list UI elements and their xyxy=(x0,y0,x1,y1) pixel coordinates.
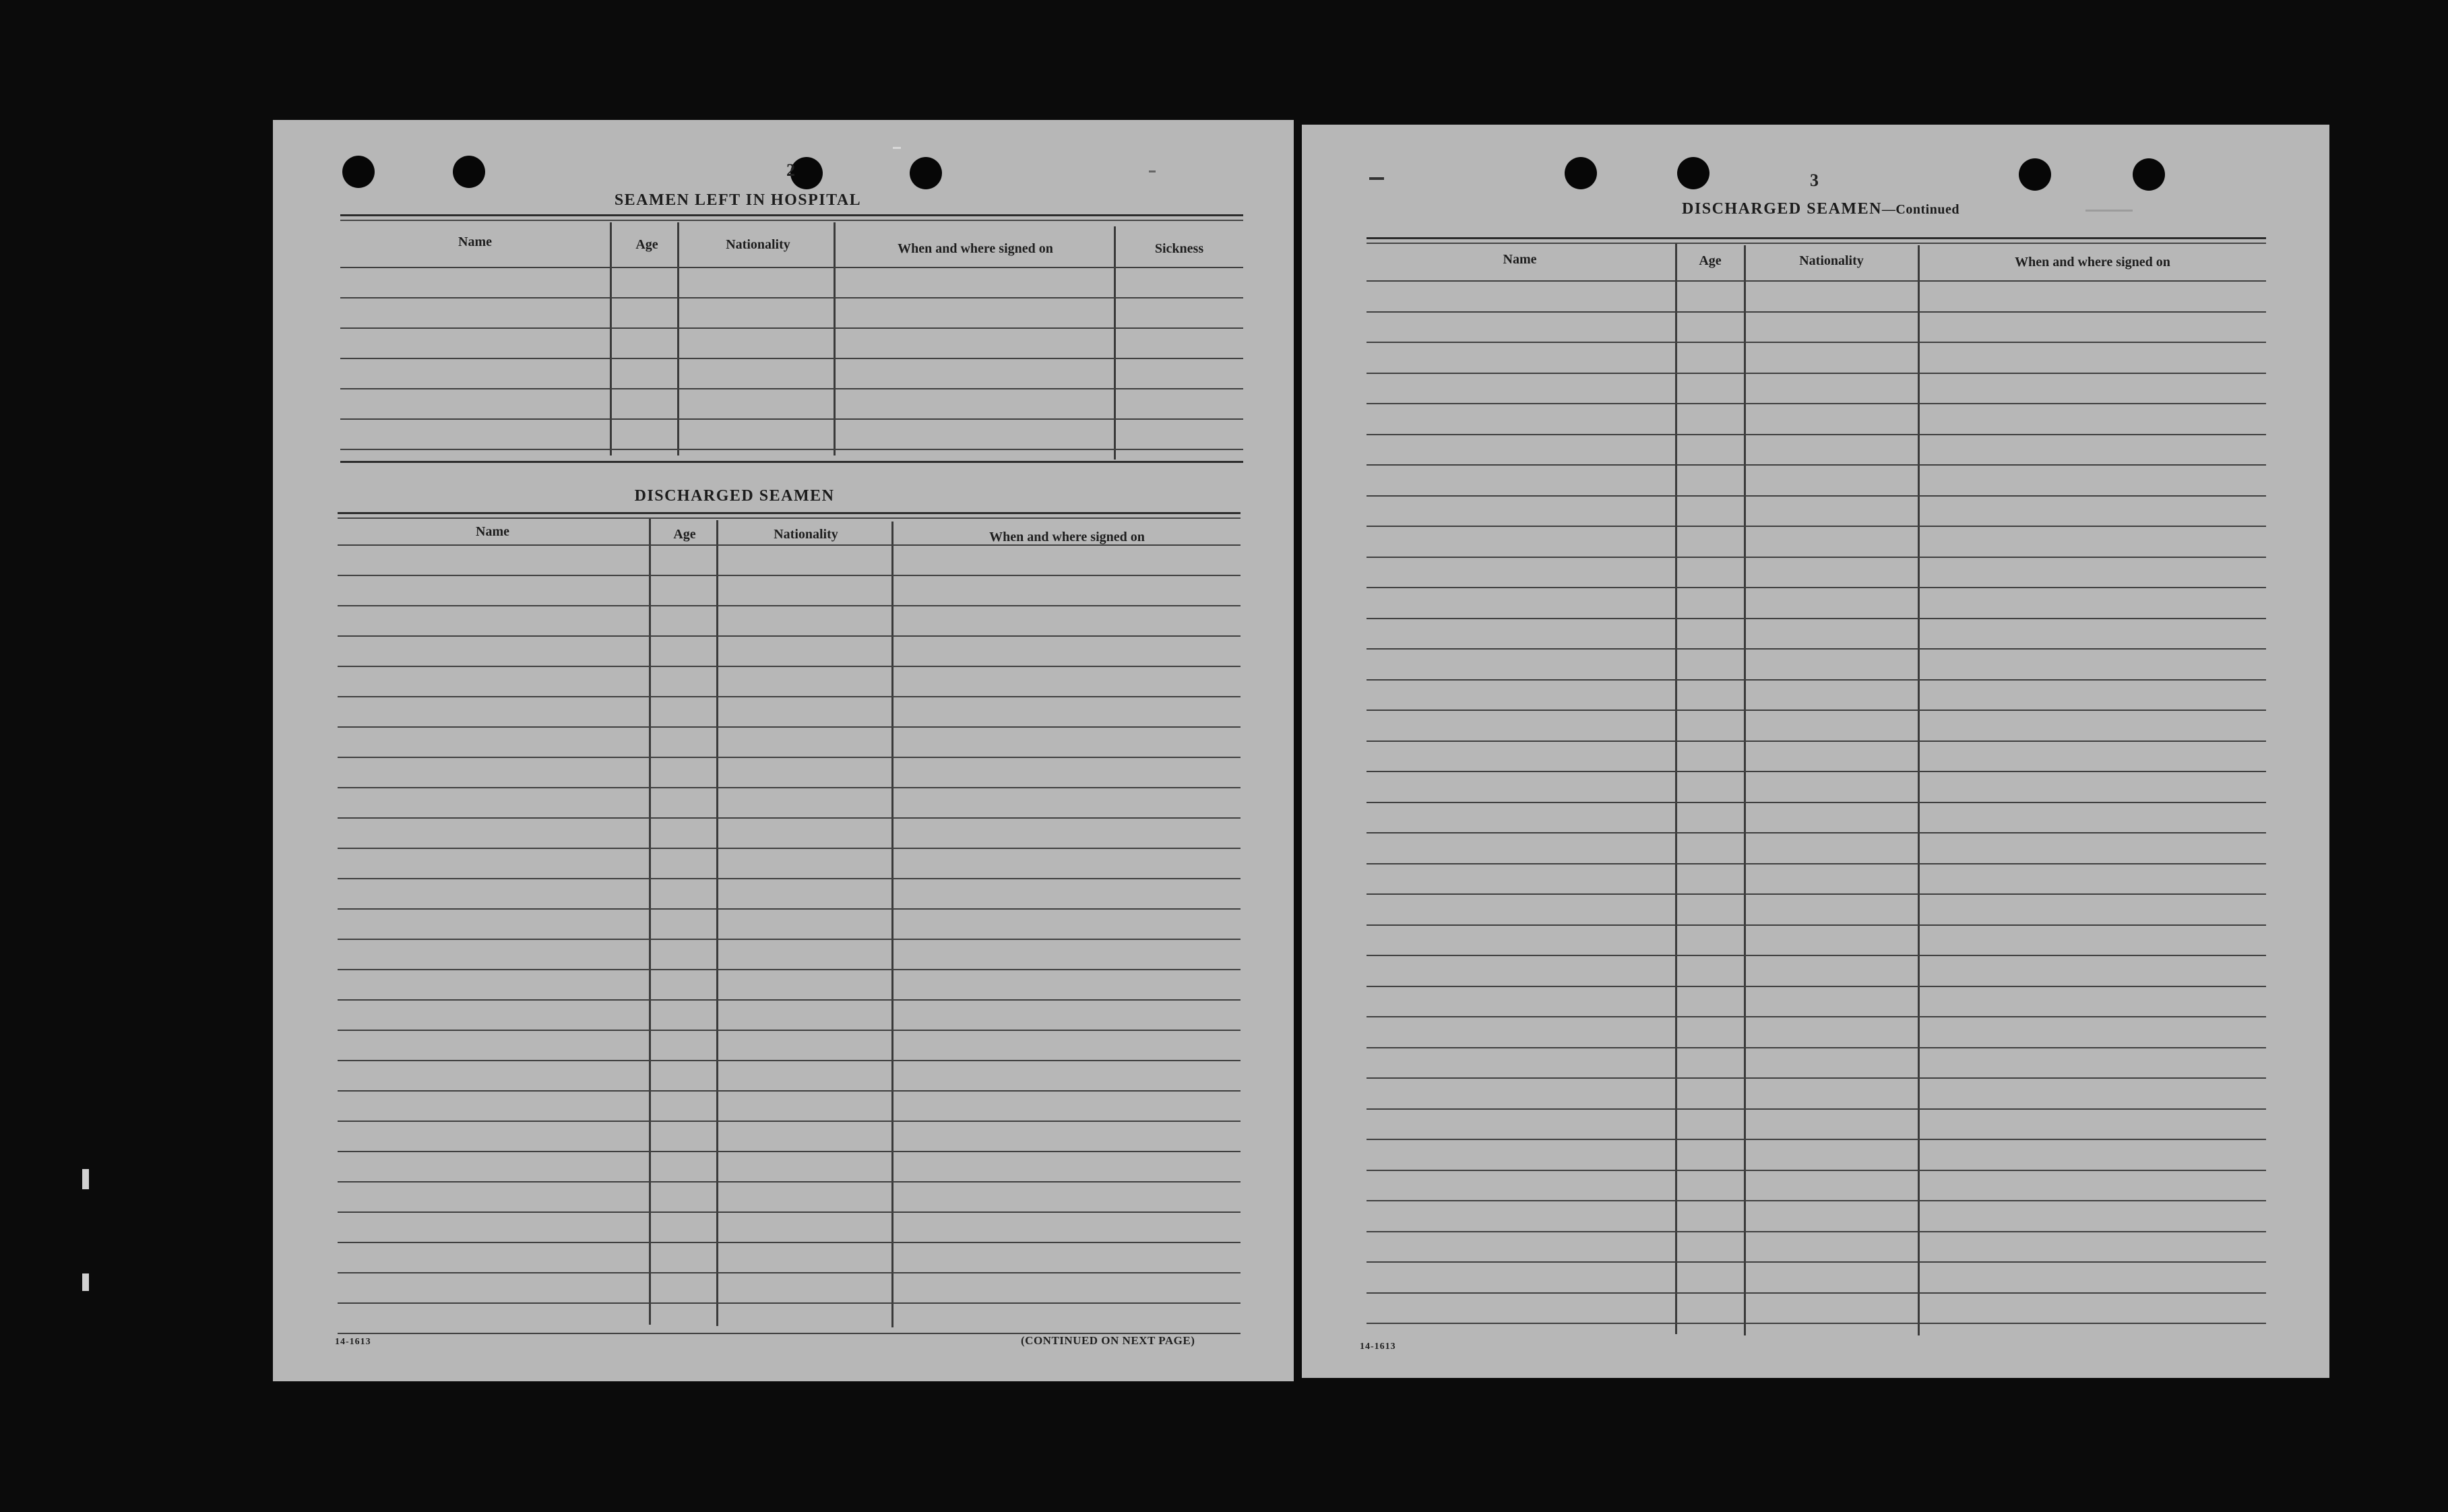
blank-entry-line xyxy=(1367,741,2266,742)
blank-entry-line xyxy=(1367,434,2266,435)
column-header-sickness: Sickness xyxy=(1154,241,1204,256)
blank-entry-line xyxy=(1367,342,2266,343)
blank-entry-line xyxy=(338,1181,1241,1183)
column-header-name: Name xyxy=(476,524,509,539)
column-header-signed-on: When and where signed on xyxy=(989,530,1145,544)
blank-entry-line xyxy=(1367,863,2266,864)
column-divider xyxy=(649,519,651,1325)
punch-hole xyxy=(1677,157,1709,189)
blank-entry-line xyxy=(1367,587,2266,588)
table-top-rule xyxy=(338,512,1241,514)
blank-entry-line xyxy=(1367,986,2266,987)
blank-entry-line xyxy=(1367,1200,2266,1201)
blank-entry-line xyxy=(338,1060,1241,1061)
blank-entry-line xyxy=(338,1211,1241,1213)
column-divider xyxy=(677,222,679,455)
blank-entry-line xyxy=(338,757,1241,758)
column-divider xyxy=(1918,245,1920,1335)
punch-hole xyxy=(1565,157,1597,189)
punch-hole xyxy=(342,156,375,188)
discharged-continued-title xyxy=(1619,200,2023,218)
blank-entry-line xyxy=(1367,924,2266,926)
column-header-nationality: Nationality xyxy=(726,237,790,252)
blank-entry-line xyxy=(338,787,1241,788)
blank-entry-line xyxy=(338,1272,1241,1273)
blank-entry-line xyxy=(338,666,1241,667)
blank-entry-line xyxy=(1367,618,2266,619)
paper-speck xyxy=(1149,170,1156,172)
paper-speck xyxy=(2085,210,2133,212)
blank-entry-line xyxy=(340,449,1243,450)
punch-hole xyxy=(790,157,823,189)
blank-entry-line xyxy=(1367,1231,2266,1232)
continued-note: (CONTINUED ON NEXT PAGE) xyxy=(1021,1334,1195,1347)
blank-entry-line xyxy=(338,1121,1241,1122)
column-header-name: Name xyxy=(1503,252,1537,267)
blank-entry-line xyxy=(1367,280,2266,282)
blank-entry-line xyxy=(338,817,1241,819)
blank-entry-line xyxy=(1367,557,2266,558)
blank-entry-line xyxy=(340,297,1243,298)
column-divider xyxy=(834,222,836,455)
film-mark xyxy=(82,1273,89,1291)
column-header-signed-on: When and where signed on xyxy=(898,241,1053,256)
blank-entry-line xyxy=(1367,1139,2266,1140)
blank-entry-line xyxy=(1367,893,2266,895)
hospital-section-title: SEAMEN LEFT IN HOSPITAL xyxy=(614,191,862,209)
blank-entry-line xyxy=(1367,1261,2266,1263)
blank-entry-line xyxy=(338,848,1241,849)
discharged-section-title: DISCHARGED SEAMEN xyxy=(634,487,835,505)
blank-entry-line xyxy=(340,327,1243,329)
column-header-name: Name xyxy=(458,234,492,249)
blank-entry-line xyxy=(1367,1323,2266,1324)
column-header-age: Age xyxy=(673,527,696,542)
column-divider xyxy=(610,222,612,455)
punch-hole xyxy=(453,156,485,188)
column-header-nationality: Nationality xyxy=(774,527,838,542)
section-title-text: DISCHARGED SEAMEN xyxy=(1682,200,1882,218)
blank-entry-line xyxy=(1367,679,2266,681)
blank-entry-line xyxy=(340,418,1243,420)
table-bottom-rule xyxy=(340,461,1243,463)
blank-entry-line xyxy=(1367,802,2266,803)
blank-entry-line xyxy=(338,635,1241,637)
blank-entry-line xyxy=(338,878,1241,879)
blank-entry-line xyxy=(1367,311,2266,313)
blank-entry-line xyxy=(340,358,1243,359)
column-header-age: Age xyxy=(1699,253,1722,268)
blank-entry-line xyxy=(1367,464,2266,466)
blank-entry-line xyxy=(338,696,1241,697)
column-divider xyxy=(1114,226,1116,460)
blank-entry-line xyxy=(338,726,1241,728)
blank-entry-line xyxy=(1367,771,2266,772)
blank-entry-line xyxy=(1367,1292,2266,1294)
blank-entry-line xyxy=(1367,526,2266,527)
paper-speck xyxy=(893,147,901,149)
blank-entry-line xyxy=(338,1302,1241,1304)
punch-hole xyxy=(2019,158,2051,191)
paper-speck xyxy=(1369,177,1384,180)
blank-entry-line xyxy=(1367,832,2266,833)
film-mark xyxy=(82,1169,89,1189)
column-header-age: Age xyxy=(635,237,658,252)
blank-entry-line xyxy=(338,1151,1241,1152)
blank-entry-line xyxy=(338,605,1241,606)
table-top-rule xyxy=(1367,243,2266,244)
blank-entry-line xyxy=(338,969,1241,970)
blank-entry-line xyxy=(338,1242,1241,1243)
blank-entry-line xyxy=(338,999,1241,1001)
blank-entry-line xyxy=(1367,1016,2266,1017)
column-header-signed-on: When and where signed on xyxy=(2015,255,2170,270)
right-page xyxy=(1302,125,2329,1378)
blank-entry-line xyxy=(1367,648,2266,650)
column-divider xyxy=(1744,245,1746,1335)
column-header-nationality: Nationality xyxy=(1799,253,1864,268)
blank-entry-line xyxy=(338,575,1241,576)
blank-entry-line xyxy=(1367,403,2266,404)
table-top-rule xyxy=(340,214,1243,216)
column-divider xyxy=(716,520,718,1326)
column-divider xyxy=(891,522,893,1327)
page-number: 2 xyxy=(786,160,795,180)
blank-entry-line xyxy=(1367,495,2266,497)
blank-entry-line xyxy=(1367,373,2266,374)
blank-entry-line xyxy=(1367,1077,2266,1079)
table-top-rule xyxy=(340,220,1243,221)
discharged-table xyxy=(338,512,1241,1327)
blank-entry-line xyxy=(1367,1170,2266,1171)
punch-hole xyxy=(910,157,942,189)
blank-entry-line xyxy=(338,544,1241,546)
blank-entry-line xyxy=(338,908,1241,910)
blank-entry-line xyxy=(340,267,1243,268)
blank-entry-line xyxy=(1367,1047,2266,1048)
blank-entry-line xyxy=(1367,710,2266,711)
page-number: 3 xyxy=(1810,170,1819,190)
blank-entry-line xyxy=(1367,1108,2266,1110)
form-number: 14-1613 xyxy=(1360,1342,1396,1352)
discharged-continued-table xyxy=(1367,237,2266,1335)
table-top-rule xyxy=(338,517,1241,519)
table-top-rule xyxy=(1367,237,2266,239)
punch-hole xyxy=(2133,158,2165,191)
section-title-suffix: —Continued xyxy=(1881,202,1959,217)
blank-entry-line xyxy=(1367,955,2266,956)
blank-entry-line xyxy=(338,939,1241,940)
blank-entry-line xyxy=(338,1090,1241,1092)
form-number: 14-1613 xyxy=(335,1337,371,1347)
left-page xyxy=(273,120,1294,1381)
blank-entry-line xyxy=(340,388,1243,389)
blank-entry-line xyxy=(338,1030,1241,1031)
